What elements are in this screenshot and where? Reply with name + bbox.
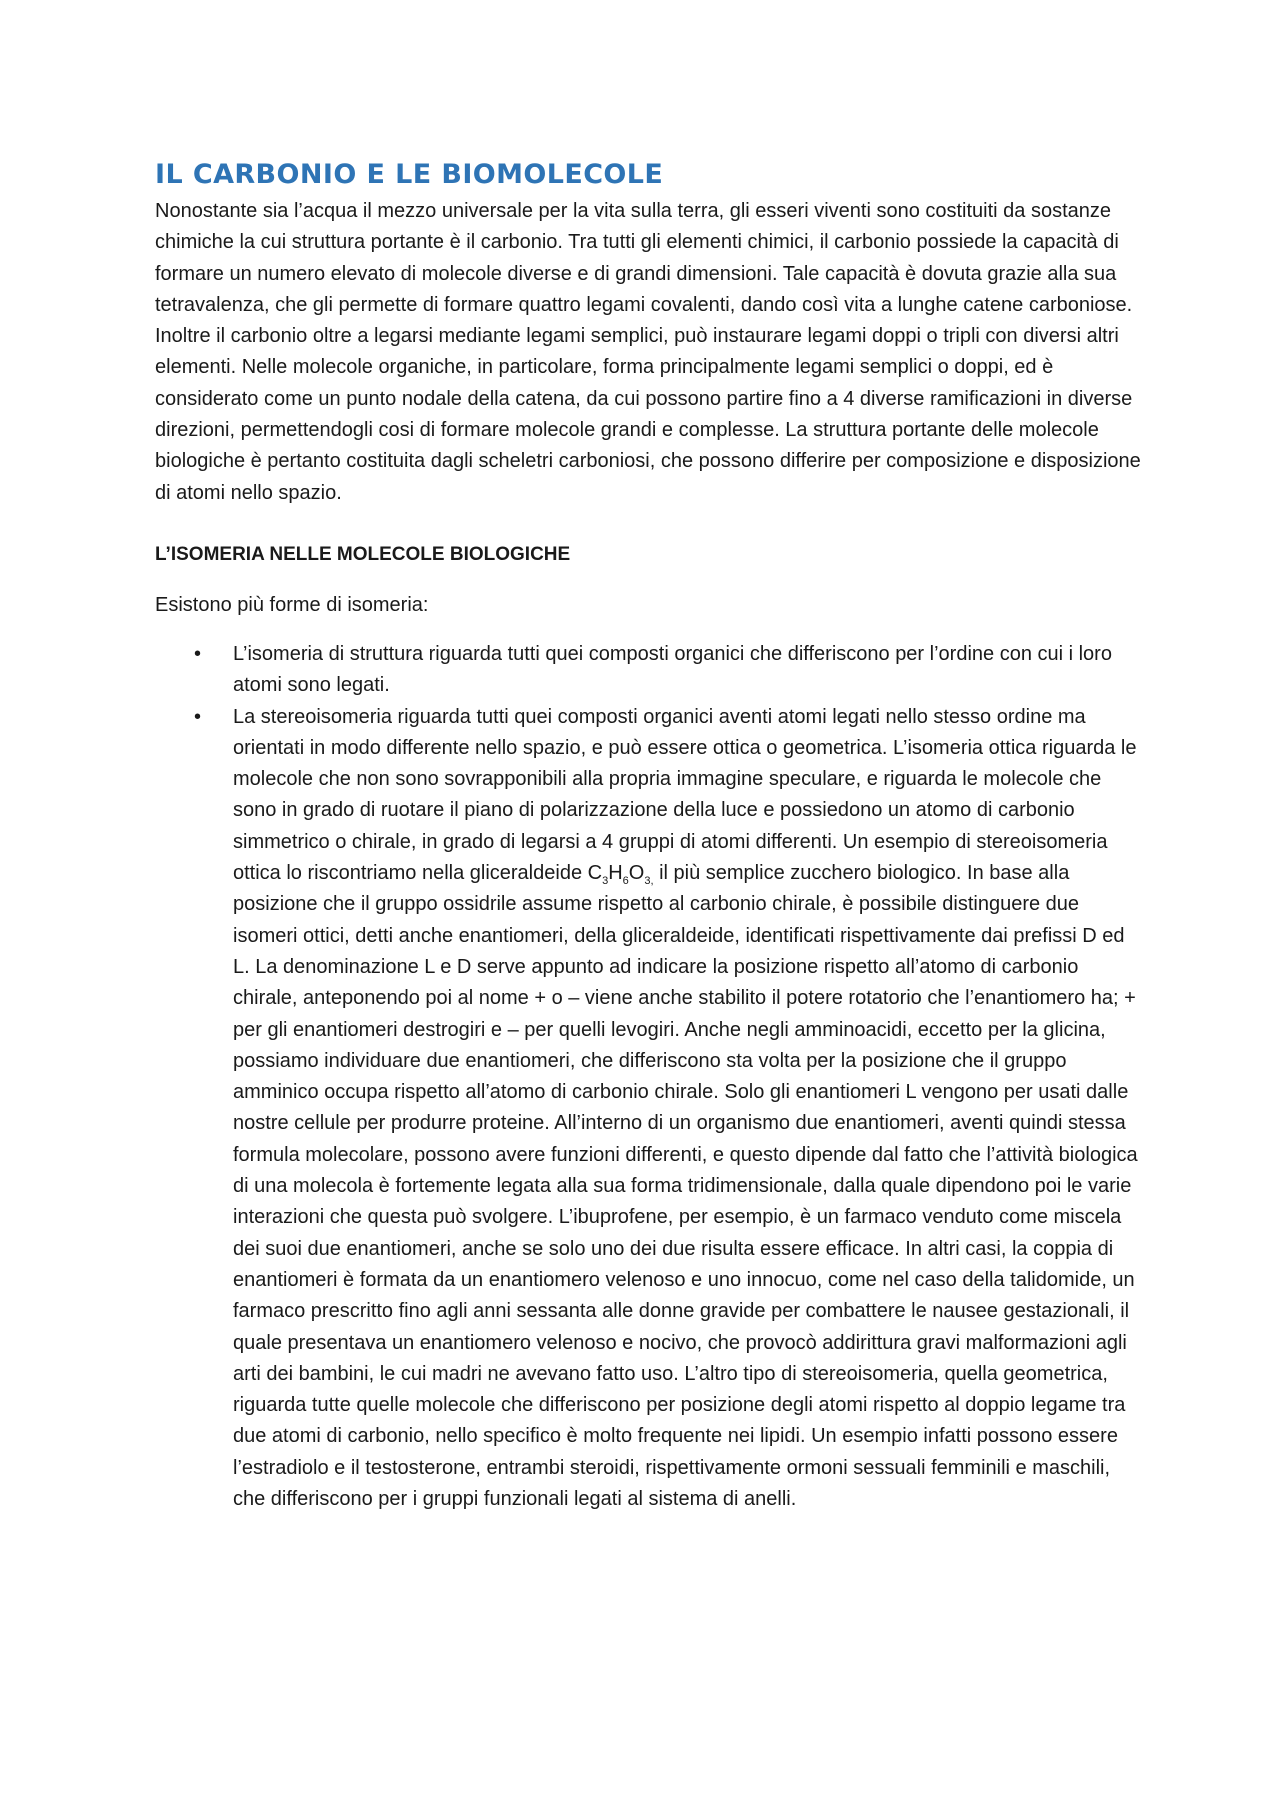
list-item-text: L’isomeria di struttura riguarda tutti quei composti organici che differiscono per l’ordine con cui i loro atomi sono legati. (233, 642, 1112, 697)
bullet-icon: • (194, 705, 202, 728)
list-item-text-part2: il più semplice zucchero biologico. In base alla posizione che il gruppo ossidrile assume rispetto al carbonio chirale, è possibile distinguere due isomeri ottici, detti anche enantiomeri, della gliceraldeide, identificati rispettivamente dai prefissi D ed L. La denominazione L e D serve appunto ad indicare la posizione rispetto all’atomo di carbonio chirale, anteponendo poi al nome + o – viene anche stabilito il potere rotatorio che l’enantiomero ha; + per gli enantiomeri destrogiri e – per quelli levogiri. Anche negli amminoacidi, eccetto per la glicina, possiamo individuare due enantiomeri, che differiscono sta volta per la posizione che il gruppo amminico occupa rispetto all’atomo di carbonio chirale. Solo gli enantiomeri L vengono per usati dalle nostre cellule per produrre proteine. All’interno di un organismo due enantiomeri, aventi quindi stessa formula molecolare, possono avere funzioni differenti, e questo dipende dal fatto che l’attività biologica di una molecola è fortemente legata alla sua forma tridimensionale, dalla quale dipendono poi le varie interazioni che questa può svolgere. L’ibuprofene, per esempio, è un farmaco venduto come miscela dei suoi due enantiomeri, anche se solo uno dei due risulta essere efficace. In altri casi, la coppia di enantiomeri è formata da un enantiomero velenoso e uno innocuo, come nel caso della talidomide, un farmaco prescritto fino agli anni sessanta alle donne gravide per combattere le nausee gestazionali, il quale presentava un enantiomero velenoso e nocivo, che provocò addirittura gravi malformazioni agli arti dei bambini, le cui madri ne avevano fatto uso. L’altro tipo di stereoisomeria, quella geometrica, riguarda tutte quelle molecole che differiscono per posizione degli atomi rispetto al doppio legame tra due atomi di carbonio, nello specifico è molto frequente nei lipidi. Un esempio infatti possono essere l’estradiolo e il testosterone, entrambi steroidi, rispettivamente ormoni sessuali femminili e maschili, che differiscono per i gruppi funzionali legati al sistema di anelli. (233, 862, 1138, 1510)
list-item (155, 702, 1145, 1516)
section-heading: L’ISOMERIA NELLE MOLECOLE BIOLOGICHE (155, 543, 571, 565)
intro-paragraph: Nonostante sia l’acqua il mezzo universale per la vita sulla terra, gli esseri viventi sono costituiti da sostanze chimiche la cui struttura portante è il carbonio. Tra tutti gli elementi chimici, il carbonio possiede la capacità di formare un numero elevato di molecole diverse e di grandi dimensioni. Tale capacità è dovuta grazie alla sua tetravalenza, che gli permette di formare quattro legami covalenti, dando così vita a lunghe catene carboniose. Inoltre il carbonio oltre a legarsi mediante legami semplici, può instaurare legami doppi o tripli con diversi altri elementi. Nelle molecole organiche, in particolare, forma principalmente legami semplici o doppi, ed è considerato come un punto nodale della catena, da cui possono partire fino a 4 diverse ramificazioni in diverse direzioni, permettendogli cosi di formare molecole grandi e complesse. La struttura portante delle molecole biologiche è pertanto costituita dagli scheletri carboniosi, che possono differire per composizione e disposizione di atomi nello spazio. (155, 200, 1141, 504)
formula-o-sub: 3, (644, 875, 654, 888)
document-page (155, 156, 1145, 1515)
formula-h-sub: 6 (622, 875, 629, 888)
isomeria-intro: Esistono più forme di isomeria: (155, 593, 429, 616)
bullet-icon: • (194, 642, 202, 665)
formula-h: H (608, 862, 623, 885)
list-item-text-part1: La stereoisomeria riguarda tutti quei composti organici aventi atomi legati nello stesso ordine ma orientati in modo differente nello spazio, e può essere ottica o geometrica. L’isomeria ottica riguarda le molecole che non sono sovrapponibili alla propria immagine speculare, e riguarda le molecole che sono in grado di ruotare il piano di polarizzazione della luce e possiedono un atomo di carbonio simmetrico o chirale, in grado di legarsi a 4 gruppi di atomi differenti. Un esempio di stereoisomeria ottica lo riscontriamo nella gliceraldeide (233, 705, 1137, 885)
formula-c-sub: 3 (602, 875, 609, 888)
formula-o: O (628, 862, 645, 885)
list-item (155, 639, 1145, 702)
isomeria-list (155, 639, 1145, 1515)
formula-c: C (587, 862, 603, 885)
document-title: IL CARBONIO E LE BIOMOLECOLE (155, 159, 664, 190)
